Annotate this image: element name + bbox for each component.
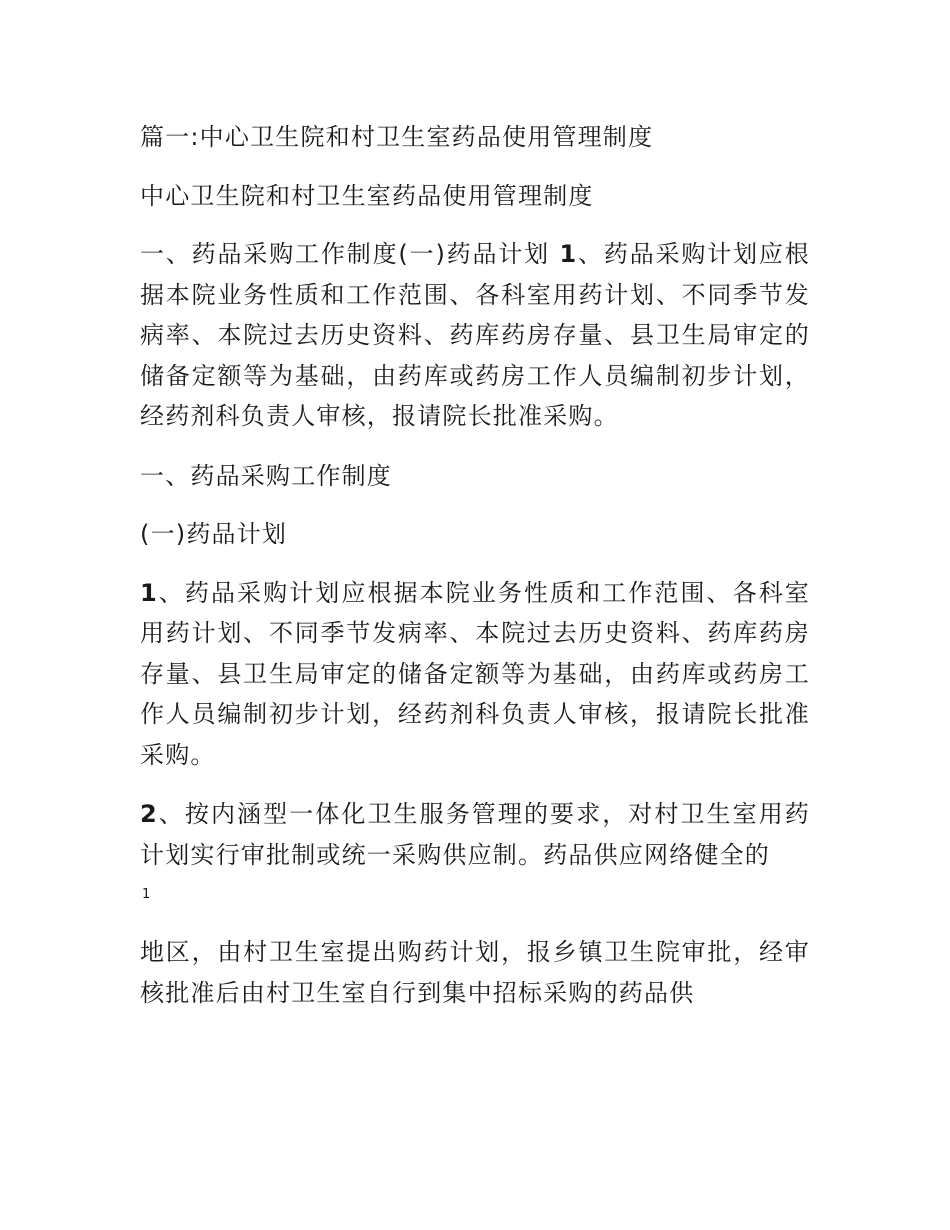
subsection-heading: (一)药品计划 xyxy=(140,520,288,548)
item-2-paragraph xyxy=(140,794,810,875)
item-1-text: 、药品采购计划应根据本院业务性质和工作范围、各科室用药计划、不同季节发病率、本院过去历史资料、药库药房存量、县卫生局审定的储备定额等为基础，由药库或药房工作人员编制初步计划，经药剂科负责人审核，报请院长批准采购。 xyxy=(140,578,810,769)
item-2-text: 、按内涵型一体化卫生服务管理的要求，对村卫生室用药计划实行审批制或统一采购供应制。药品供应网络健全的 xyxy=(140,800,810,869)
continuation-paragraph: 地区，由村卫生室提出购药计划，报乡镇卫生院审批，经审核批准后由村卫生室自行到集中招标采购的药品供 xyxy=(140,938,810,1007)
page-number: 1 xyxy=(142,887,151,902)
document-title: 篇一:中心卫生院和村卫生室药品使用管理制度 xyxy=(140,123,654,151)
summary-prefix: 一、药品采购工作制度(一)药品计划 xyxy=(140,240,560,268)
document-subtitle: 中心卫生院和村卫生室药品使用管理制度 xyxy=(140,181,594,210)
item-2-number: 2 xyxy=(140,800,158,828)
item-1-number: 1 xyxy=(140,578,158,607)
item-1-paragraph xyxy=(140,573,810,776)
summary-paragraph xyxy=(140,234,810,437)
summary-text: 、药品采购计划应根据本院业务性质和工作范围、各科室用药计划、不同季节发病率、本院过去历史资料、药库药房存量、县卫生局审定的储备定额等为基础，由药库或药房工作人员编制初步计划，经药剂科负责人审核，报请院长批准采购。 xyxy=(140,240,810,430)
section-heading: 一、药品采购工作制度 xyxy=(140,461,392,490)
summary-item-number: 1 xyxy=(559,240,578,268)
document-body xyxy=(140,117,810,1032)
